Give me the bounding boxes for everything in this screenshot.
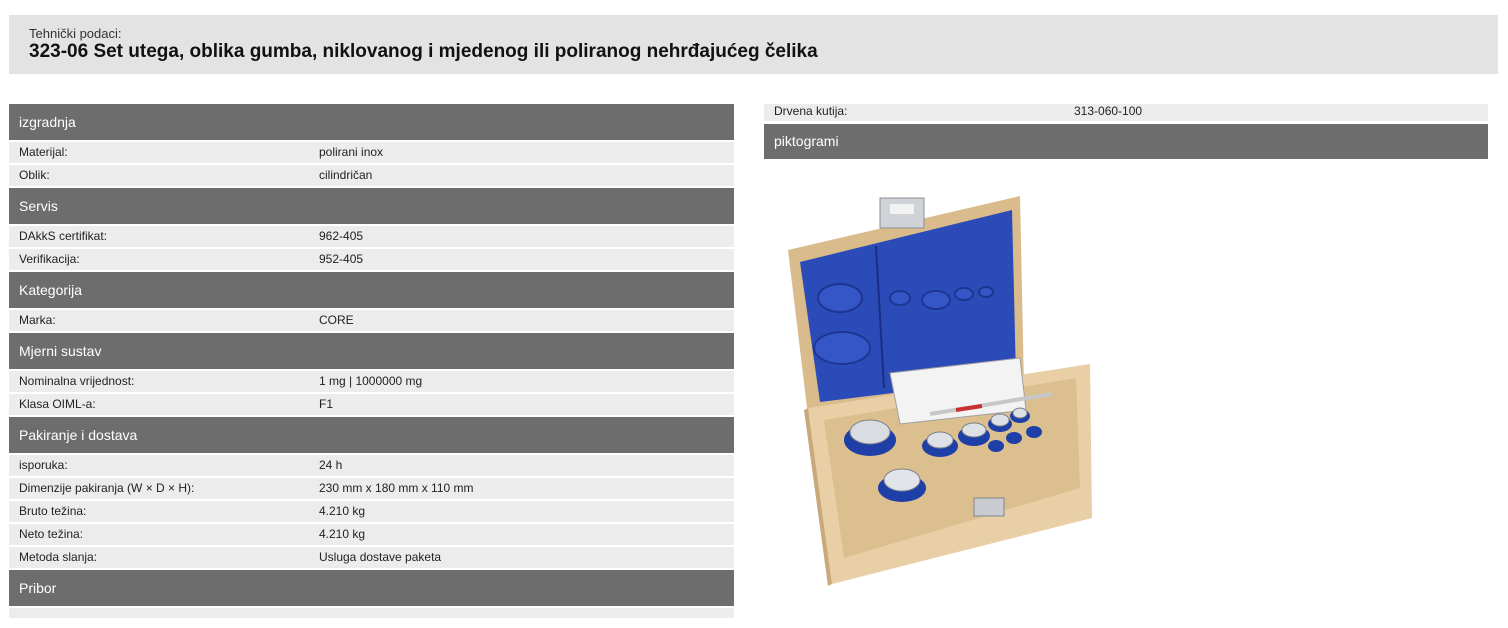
spec-value: 962-405 xyxy=(319,229,364,243)
weight xyxy=(884,469,920,491)
spec-value: 952-405 xyxy=(319,252,364,266)
weight-recess xyxy=(1026,426,1042,438)
spec-row xyxy=(9,524,734,545)
spec-value: 24 h xyxy=(319,458,343,472)
spec-key: Neto težina: xyxy=(19,527,84,541)
spec-value: Usluga dostave paketa xyxy=(319,550,442,564)
section-pribor: Pribor xyxy=(9,570,734,606)
spec-table-right xyxy=(764,104,1488,161)
spec-value: polirani inox xyxy=(319,145,384,159)
spec-key: Marka: xyxy=(19,313,56,327)
spec-row xyxy=(9,226,734,247)
spec-value: 1 mg | 1000000 mg xyxy=(319,374,423,388)
weight-recess xyxy=(988,440,1004,452)
spec-row xyxy=(9,371,734,392)
spec-row xyxy=(9,142,734,163)
spec-key: isporuka: xyxy=(19,458,68,472)
lid-recess xyxy=(814,332,870,364)
spec-row xyxy=(764,104,1488,121)
spec-row xyxy=(9,394,734,415)
lid-recess xyxy=(818,284,862,312)
spec-row xyxy=(9,249,734,270)
spec-value: 230 mm x 180 mm x 110 mm xyxy=(319,481,474,495)
spec-key: Drvena kutija: xyxy=(774,104,848,118)
spec-value: CORE xyxy=(319,313,354,327)
weight xyxy=(927,432,953,448)
spec-key: Materijal: xyxy=(19,145,68,159)
weight xyxy=(991,414,1009,426)
section-kategorija: Kategorija xyxy=(9,272,734,308)
weight-recess xyxy=(1006,432,1022,444)
lid-recess xyxy=(979,287,993,297)
spec-row xyxy=(9,547,734,568)
lid-recess xyxy=(922,291,950,309)
spec-key: DAkkS certifikat: xyxy=(19,229,108,243)
spec-table-left xyxy=(9,104,734,618)
spec-row xyxy=(9,501,734,522)
spec-key: Metoda slanja: xyxy=(19,550,98,564)
section-piktogrami: piktogrami xyxy=(764,124,1488,159)
section-servis: Servis xyxy=(9,188,734,224)
weight xyxy=(962,423,986,437)
lid-recess xyxy=(955,288,973,300)
page-title: 323-06 Set utega, oblika gumba, niklovanog i mjedenog ili poliranog nehrđajućeg čelika xyxy=(29,41,818,62)
box-latch xyxy=(974,498,1004,516)
lid-recess xyxy=(890,291,910,305)
header-subtitle: Tehnički podaci: xyxy=(29,26,122,41)
spec-value: cilindričan xyxy=(319,168,373,182)
spec-value: F1 xyxy=(319,397,334,411)
spec-row xyxy=(9,455,734,476)
section-pakiranje-i-dostava: Pakiranje i dostava xyxy=(9,417,734,453)
spec-key: Bruto težina: xyxy=(19,504,87,518)
section-mjerni-sustav: Mjerni sustav xyxy=(9,333,734,369)
spec-key: Verifikacija: xyxy=(19,252,80,266)
spec-row xyxy=(9,165,734,186)
spec-value: 4.210 kg xyxy=(319,527,366,541)
spec-row xyxy=(9,478,734,499)
spec-value: 313-060-100 xyxy=(1074,104,1143,118)
weight xyxy=(850,420,890,444)
spec-row xyxy=(9,608,734,618)
spec-key: Dimenzije pakiranja (W × D × H): xyxy=(19,481,195,495)
page-header xyxy=(9,15,1498,74)
spec-row xyxy=(9,310,734,331)
product-image xyxy=(780,188,1100,588)
spec-value: 4.210 kg xyxy=(319,504,366,518)
section-izgradnja: izgradnja xyxy=(9,104,734,140)
weight xyxy=(1013,408,1027,418)
spec-key: Nominalna vrijednost: xyxy=(19,374,135,388)
clasp-label xyxy=(890,204,914,214)
spec-key: Oblik: xyxy=(19,168,50,182)
spec-key: Klasa OIML-a: xyxy=(19,397,96,411)
